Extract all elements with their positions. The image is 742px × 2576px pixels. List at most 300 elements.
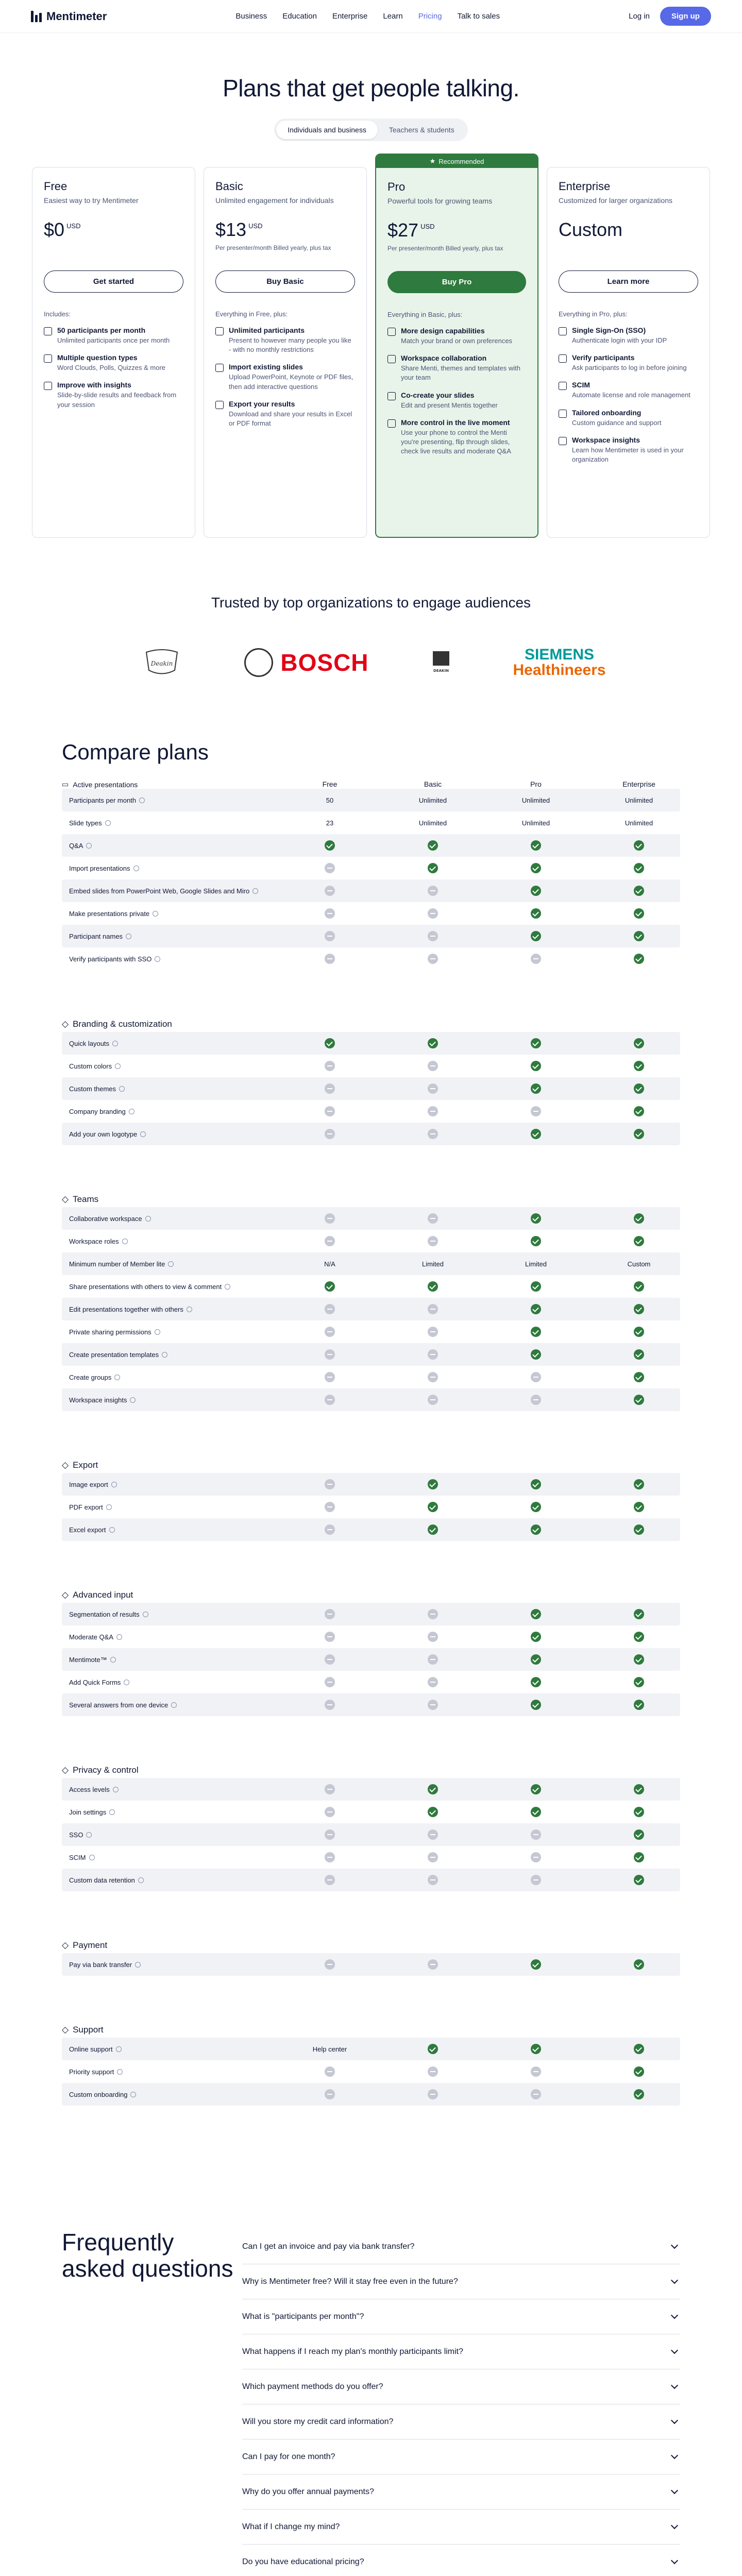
- not-included-icon: [531, 1372, 541, 1382]
- table-row: Make presentations private: [62, 902, 680, 925]
- plan-feature: Workspace collaboration Share Menti, themes and templates with your team: [387, 354, 526, 382]
- check-icon: [634, 1372, 644, 1382]
- table-row: Add Quick Forms: [62, 1671, 680, 1693]
- check-icon: [634, 1479, 644, 1489]
- faq-item[interactable]: Can I pay for one month?: [242, 2439, 680, 2475]
- toggle-education[interactable]: Teachers & students: [389, 126, 454, 134]
- plan-price: $13 $^{USD}$: [215, 219, 263, 240]
- faq-item[interactable]: What if I change my mind?: [242, 2510, 680, 2545]
- not-included-icon: [428, 1349, 438, 1360]
- faq-item[interactable]: Will you store my credit card information?: [242, 2404, 680, 2439]
- plan-feature: Tailored onboarding Custom guidance and support: [559, 409, 698, 428]
- plan-cta-button[interactable]: Get started: [44, 270, 183, 293]
- cell-value: Help center: [312, 2045, 347, 2053]
- table-row: Import presentations: [62, 857, 680, 879]
- info-icon[interactable]: [109, 1809, 115, 1815]
- feature-icon: [44, 382, 52, 390]
- not-included-icon: [325, 2089, 335, 2099]
- nav-talk-to-sales[interactable]: Talk to sales: [457, 12, 500, 21]
- table-row: Custom themes: [62, 1077, 680, 1100]
- info-icon[interactable]: [86, 843, 92, 849]
- check-icon: [531, 1959, 541, 1970]
- compare-rows: [62, 1473, 680, 1541]
- table-row: Join settings: [62, 1801, 680, 1823]
- check-icon: [428, 1038, 438, 1048]
- trusted-section: [0, 595, 742, 683]
- info-icon[interactable]: [111, 1482, 117, 1487]
- plan-name: Basic: [215, 180, 243, 193]
- info-icon[interactable]: [130, 2092, 136, 2097]
- not-included-icon: [428, 1106, 438, 1116]
- check-icon: [634, 1038, 644, 1048]
- check-icon: [634, 1395, 644, 1405]
- main-nav: [235, 12, 500, 21]
- table-row: Segmentation of results: [62, 1603, 680, 1625]
- check-icon: [634, 1524, 644, 1535]
- plan-includes-label: Everything in Basic, plus:: [387, 311, 463, 318]
- plan-price: $0 $^{USD}$: [44, 219, 81, 240]
- not-included-icon: [531, 2066, 541, 2077]
- nav-pricing[interactable]: Pricing: [418, 12, 442, 21]
- check-icon: [634, 1852, 644, 1862]
- check-icon: [634, 1632, 644, 1642]
- info-icon[interactable]: [171, 1702, 177, 1708]
- check-icon: [634, 1213, 644, 1224]
- check-icon: [531, 886, 541, 896]
- check-icon: [531, 908, 541, 919]
- check-icon: [634, 863, 644, 873]
- plan-subtitle: Easiest way to try Mentimeter: [44, 196, 139, 205]
- feature-icon: [559, 437, 567, 445]
- table-row: Create groups: [62, 1366, 680, 1388]
- check-icon: [634, 1807, 644, 1817]
- cell-value: 50: [326, 796, 334, 804]
- not-included-icon: [428, 1852, 438, 1862]
- table-row: Participants per month 50 Unlimited Unlimited Unlimited: [62, 789, 680, 811]
- plan-card-basic: [204, 167, 367, 538]
- brand-logo[interactable]: [31, 10, 107, 23]
- price-note: [559, 244, 698, 261]
- faq-item[interactable]: Can I get an invoice and pay via bank transfer?: [242, 2229, 680, 2264]
- not-included-icon: [325, 1609, 335, 1619]
- table-row: SCIM: [62, 1846, 680, 1869]
- check-icon: [531, 931, 541, 941]
- check-icon: [428, 863, 438, 873]
- not-included-icon: [325, 1959, 335, 1970]
- not-included-icon: [428, 2066, 438, 2077]
- info-icon[interactable]: [105, 820, 111, 826]
- brand-name: Mentimeter: [46, 9, 107, 23]
- table-row: Online support Help center: [62, 2038, 680, 2060]
- check-icon: [634, 908, 644, 919]
- not-included-icon: [428, 1875, 438, 1885]
- feature-icon: [44, 354, 52, 363]
- table-row: SSO: [62, 1823, 680, 1846]
- plan-card-pro: [375, 154, 538, 538]
- faq-item[interactable]: What happens if I reach my plan's monthly participants limit?: [242, 2334, 680, 2369]
- compare-col-enterprise: Enterprise: [622, 780, 655, 788]
- plan-price: $27 $^{USD}$: [387, 219, 435, 241]
- menti-logo-icon: [31, 11, 42, 22]
- section-heading: ◇ Branding & customization: [62, 1019, 172, 1029]
- compare-section-teams: [62, 1192, 680, 1411]
- info-icon[interactable]: [129, 1109, 134, 1114]
- check-icon: [634, 1129, 644, 1139]
- svg-text:DEAKIN: DEAKIN: [433, 669, 449, 673]
- info-icon[interactable]: [162, 1352, 167, 1358]
- nav-business[interactable]: Business: [235, 12, 267, 21]
- cell-value: Unlimited: [521, 819, 550, 827]
- price-note: Per presenter/month Billed yearly, plus tax: [387, 245, 503, 252]
- compare-rows: [62, 1032, 680, 1145]
- feature-icon: [215, 401, 224, 409]
- check-icon: [531, 1083, 541, 1094]
- table-row: Mentimote™: [62, 1648, 680, 1671]
- plan-feature: Import existing slides Upload PowerPoint, Keynote or PDF files, then add interactive questions: [215, 363, 355, 391]
- cell-value: Unlimited: [625, 796, 653, 804]
- table-row: Embed slides from PowerPoint Web, Google Slides and Miro: [62, 879, 680, 902]
- table-row: Minimum number of Member lite N/A Limited Limited Custom: [62, 1252, 680, 1275]
- table-row: Priority support: [62, 2060, 680, 2083]
- not-included-icon: [428, 1632, 438, 1642]
- feature-icon: [387, 328, 396, 336]
- not-included-icon: [531, 1852, 541, 1862]
- check-icon: [325, 1281, 335, 1292]
- table-row: Verify participants with SSO: [62, 947, 680, 970]
- not-included-icon: [325, 954, 335, 964]
- not-included-icon: [325, 1106, 335, 1116]
- check-icon: [531, 1129, 541, 1139]
- check-icon: [531, 1236, 541, 1246]
- compare-rows: [62, 1603, 680, 1716]
- table-row: Add your own logotype: [62, 1123, 680, 1145]
- feature-icon: [559, 327, 567, 335]
- info-icon[interactable]: [116, 1634, 122, 1640]
- info-icon[interactable]: [139, 798, 145, 803]
- not-included-icon: [428, 1061, 438, 1071]
- support-icon: ◇: [62, 2025, 69, 2035]
- recommended-badge: ★ Recommended: [376, 155, 537, 168]
- chevron-down-icon: [671, 2556, 678, 2564]
- plan-includes-label: Includes:: [44, 310, 71, 318]
- compare-section-privacy-control: [62, 1762, 680, 1891]
- info-icon[interactable]: [126, 934, 131, 939]
- check-icon: [634, 2066, 644, 2077]
- table-row: Pay via bank transfer: [62, 1953, 680, 1976]
- feature-icon: [559, 354, 567, 363]
- plan-subtitle: Unlimited engagement for individuals: [215, 196, 334, 205]
- faq-item[interactable]: Do you have educational pricing?: [242, 2545, 680, 2576]
- info-icon[interactable]: [135, 1962, 141, 1968]
- cell-value: Unlimited: [625, 819, 653, 827]
- info-icon[interactable]: [138, 1877, 144, 1883]
- plan-cta-button[interactable]: Buy Basic: [215, 270, 355, 293]
- chevron-down-icon: [671, 2416, 678, 2424]
- info-icon[interactable]: [116, 2046, 122, 2052]
- info-icon[interactable]: [143, 1612, 148, 1617]
- hero: [0, 33, 742, 141]
- not-included-icon: [531, 1829, 541, 1840]
- info-icon[interactable]: [86, 1832, 92, 1838]
- check-icon: [428, 1502, 438, 1512]
- info-icon[interactable]: [109, 1527, 115, 1533]
- plan-feature: Unlimited participants Present to however many people you like - with no monthly restrictions: [215, 326, 355, 354]
- table-row: Custom colors: [62, 1055, 680, 1077]
- cell-value: Limited: [422, 1260, 444, 1268]
- info-icon[interactable]: [119, 1086, 125, 1092]
- info-icon[interactable]: [130, 1397, 136, 1403]
- info-icon[interactable]: [117, 2069, 123, 2075]
- check-icon: [634, 886, 644, 896]
- not-included-icon: [428, 1609, 438, 1619]
- cell-value: N/A: [324, 1260, 335, 1268]
- check-icon: [634, 2089, 644, 2099]
- plan-subtitle: Powerful tools for growing teams: [387, 197, 493, 205]
- feature-icon: [387, 392, 396, 400]
- not-included-icon: [428, 1083, 438, 1094]
- check-icon: [634, 840, 644, 851]
- not-included-icon: [325, 1083, 335, 1094]
- check-icon: [531, 1632, 541, 1642]
- check-icon: [634, 1327, 644, 1337]
- not-included-icon: [325, 1807, 335, 1817]
- not-included-icon: [531, 1106, 541, 1116]
- info-icon[interactable]: [140, 1131, 146, 1137]
- compare-col-free: Free: [322, 780, 338, 788]
- table-row: Quick layouts: [62, 1032, 680, 1055]
- check-icon: [531, 1061, 541, 1071]
- brush-icon: ◇: [62, 1019, 69, 1029]
- nav-enterprise[interactable]: Enterprise: [332, 12, 368, 21]
- compare-section-branding-customization: [62, 1016, 680, 1145]
- cell-value: Limited: [525, 1260, 547, 1268]
- not-included-icon: [325, 1502, 335, 1512]
- table-row: Participant names: [62, 925, 680, 947]
- chevron-down-icon: [671, 2346, 678, 2353]
- compare-rows: [62, 789, 680, 970]
- info-icon[interactable]: [133, 866, 139, 871]
- not-included-icon: [325, 1677, 335, 1687]
- compare-col-basic: Basic: [424, 780, 442, 788]
- info-icon[interactable]: [124, 1680, 129, 1685]
- siemens-logo: SIEMENS Healthineers: [513, 646, 606, 679]
- table-row: Custom onboarding: [62, 2083, 680, 2106]
- not-included-icon: [325, 1700, 335, 1710]
- not-included-icon: [325, 1784, 335, 1794]
- feature-icon: [559, 410, 567, 418]
- check-icon: [531, 1807, 541, 1817]
- check-icon: [531, 1213, 541, 1224]
- section-heading: ◇ Export: [62, 1460, 98, 1470]
- plan-feature: Co-create your slides Edit and present Mentis together: [387, 391, 526, 410]
- plan-name: Pro: [387, 180, 406, 193]
- nav-learn[interactable]: Learn: [383, 12, 403, 21]
- not-included-icon: [325, 908, 335, 919]
- table-row: Workspace roles: [62, 1230, 680, 1252]
- check-icon: [634, 1236, 644, 1246]
- table-row: Private sharing permissions: [62, 1320, 680, 1343]
- section-heading: ◇ Teams: [62, 1194, 99, 1204]
- not-included-icon: [531, 2089, 541, 2099]
- not-included-icon: [428, 1829, 438, 1840]
- check-icon: [531, 1304, 541, 1314]
- check-icon: [531, 1700, 541, 1710]
- info-icon[interactable]: [112, 1041, 118, 1046]
- not-included-icon: [325, 1304, 335, 1314]
- feature-icon: [387, 419, 396, 428]
- not-included-icon: [325, 1327, 335, 1337]
- info-icon[interactable]: [187, 1307, 192, 1312]
- check-icon: [634, 1784, 644, 1794]
- table-row: Several answers from one device: [62, 1693, 680, 1716]
- not-included-icon: [325, 1829, 335, 1840]
- not-included-icon: [428, 931, 438, 941]
- site-header: [0, 0, 742, 33]
- check-icon: [634, 1281, 644, 1292]
- not-included-icon: [428, 1236, 438, 1246]
- info-icon[interactable]: [155, 956, 160, 962]
- chevron-down-icon: [671, 2381, 678, 2388]
- info-icon[interactable]: [252, 888, 258, 894]
- plan-card-enterprise: [547, 167, 710, 538]
- info-icon[interactable]: [225, 1284, 230, 1290]
- star-icon: ★: [429, 157, 436, 165]
- plan-feature: Multiple question types Word Clouds, Polls, Quizzes & more: [44, 353, 183, 372]
- check-icon: [531, 840, 541, 851]
- nav-education[interactable]: Education: [282, 12, 317, 21]
- not-included-icon: [325, 1852, 335, 1862]
- info-icon[interactable]: [110, 1657, 116, 1663]
- compare-rows: [62, 1953, 680, 1976]
- not-included-icon: [428, 1395, 438, 1405]
- plan-card-free: [32, 167, 195, 538]
- feature-icon: [44, 327, 52, 335]
- compare-section-active-presentations: [62, 780, 680, 970]
- faq-item[interactable]: Why is Mentimeter free? Will it stay free even in the future?: [242, 2264, 680, 2299]
- page-title: Plans that get people talking.: [223, 75, 519, 101]
- check-icon: [428, 1524, 438, 1535]
- table-row: Image export: [62, 1473, 680, 1496]
- info-icon[interactable]: [106, 1504, 112, 1510]
- table-row: Custom data retention: [62, 1869, 680, 1891]
- compare-title: Compare plans: [62, 740, 209, 764]
- info-icon[interactable]: [122, 1239, 128, 1244]
- signup-button[interactable]: Sign up: [660, 7, 711, 26]
- not-included-icon: [531, 954, 541, 964]
- not-included-icon: [325, 1372, 335, 1382]
- not-included-icon: [428, 1959, 438, 1970]
- check-icon: [428, 1807, 438, 1817]
- deakin-logo-icon: [136, 647, 188, 678]
- compare-rows: [62, 1207, 680, 1411]
- chevron-down-icon: [671, 2451, 678, 2459]
- plan-feature: More design capabilities Match your brand or own preferences: [387, 327, 526, 346]
- audience-toggle: [274, 118, 467, 141]
- not-included-icon: [325, 1654, 335, 1665]
- check-icon: [634, 1654, 644, 1665]
- not-included-icon: [428, 954, 438, 964]
- plan-feature: Improve with insights Slide-by-slide results and feedback from your session: [44, 381, 183, 409]
- compare-plans: [0, 740, 742, 2106]
- check-icon: [531, 1479, 541, 1489]
- check-icon: [531, 1502, 541, 1512]
- not-included-icon: [428, 1129, 438, 1139]
- section-heading: ◇ Advanced input: [62, 1590, 133, 1600]
- team-icon: ◇: [62, 1194, 69, 1204]
- not-included-icon: [325, 1524, 335, 1535]
- plan-feature: Workspace insights Learn how Mentimeter is used in your organization: [559, 436, 698, 464]
- compare-section-advanced-input: [62, 1587, 680, 1716]
- table-row: Share presentations with others to view & comment: [62, 1275, 680, 1298]
- plan-cta-button[interactable]: Learn more: [559, 270, 698, 293]
- plan-feature: 50 participants per month Unlimited participants once per month: [44, 326, 183, 345]
- not-included-icon: [531, 1395, 541, 1405]
- info-icon[interactable]: [168, 1261, 174, 1267]
- section-heading: ◇ Payment: [62, 1940, 108, 1950]
- table-row: Moderate Q&A: [62, 1625, 680, 1648]
- check-icon: [428, 840, 438, 851]
- faq-item[interactable]: What is "participants per month"?: [242, 2299, 680, 2334]
- not-included-icon: [325, 1875, 335, 1885]
- check-icon: [531, 1609, 541, 1619]
- price-note: [44, 244, 183, 261]
- info-icon[interactable]: [155, 1329, 160, 1335]
- compare-rows: [62, 1778, 680, 1891]
- chevron-down-icon: [671, 2486, 678, 2494]
- login-link[interactable]: Log in: [629, 12, 650, 21]
- faq-item[interactable]: Why do you offer annual payments?: [242, 2475, 680, 2510]
- table-row: PDF export: [62, 1496, 680, 1518]
- table-row: Access levels: [62, 1778, 680, 1801]
- toggle-business[interactable]: Individuals and business: [276, 121, 378, 139]
- plan-feature: More control in the live moment Use your phone to control the Menti you're presenting, flip through slides, check live results and moderate Q&A: [387, 418, 526, 456]
- not-included-icon: [428, 1372, 438, 1382]
- bosch-ring-icon: [244, 648, 273, 677]
- info-icon[interactable]: [153, 911, 158, 917]
- check-icon: [634, 1700, 644, 1710]
- plan-cta-button[interactable]: Buy Pro: [387, 271, 526, 293]
- compare-section-support: [62, 2022, 680, 2106]
- plan-feature: Export your results Download and share your results in Excel or PDF format: [215, 400, 355, 428]
- check-icon: [531, 1654, 541, 1665]
- faq-item[interactable]: Which payment methods do you offer?: [242, 2369, 680, 2404]
- feature-icon: [387, 355, 396, 363]
- info-icon[interactable]: [113, 1787, 119, 1792]
- section-heading: ◇ Privacy & control: [62, 1765, 139, 1775]
- plan-name: Enterprise: [559, 180, 611, 193]
- plan-cards: [0, 157, 742, 538]
- compare-section-export: [62, 1458, 680, 1541]
- check-icon: [634, 1677, 644, 1687]
- info-icon[interactable]: [89, 1855, 95, 1860]
- lock-icon: ◇: [62, 1765, 69, 1775]
- cell-value: 23: [326, 819, 334, 827]
- check-icon: [634, 1502, 644, 1512]
- not-included-icon: [428, 1327, 438, 1337]
- info-icon[interactable]: [145, 1216, 151, 1222]
- check-icon: [531, 1349, 541, 1360]
- check-icon: [531, 1327, 541, 1337]
- faq-title: Frequently asked questions: [62, 2229, 233, 2282]
- info-icon[interactable]: [115, 1063, 121, 1069]
- cell-value: Unlimited: [418, 796, 447, 804]
- input-icon: ◇: [62, 1590, 69, 1600]
- not-included-icon: [428, 886, 438, 896]
- check-icon: [634, 1304, 644, 1314]
- table-row: Edit presentations together with others: [62, 1298, 680, 1320]
- info-icon[interactable]: [114, 1375, 120, 1380]
- not-included-icon: [325, 1395, 335, 1405]
